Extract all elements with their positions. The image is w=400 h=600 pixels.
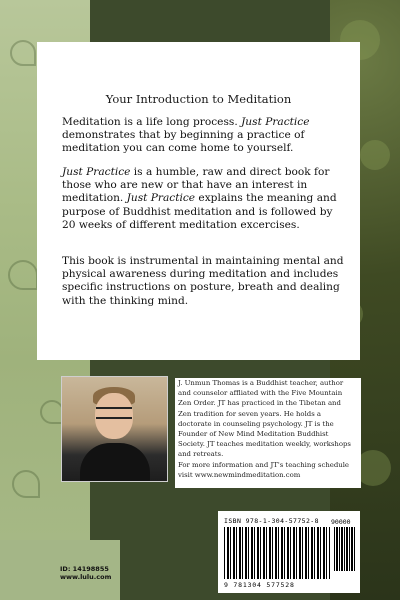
page-title: Your Introduction to Meditation (105, 92, 292, 106)
paragraph-benefits: This book is instrumental in maintaining mental and physical awareness during meditation and includes specific instructions on posture, breath and dealing with the thinking mind. (62, 255, 344, 307)
bio-line: and retreats. (178, 450, 224, 459)
leaf-ornament (12, 470, 40, 498)
author-shirt (80, 443, 150, 481)
bio-line: J. Unmun Thomas is a Buddhist teacher, author (178, 379, 344, 387)
bio-line: doctorate in counseling psychology. JT is the (178, 419, 334, 428)
paragraph-intro-text-end: demonstrates that by beginning a practice of meditation you can come home to yourself. (62, 129, 305, 155)
bio-line: Zen tradition for seven years. He holds a (178, 409, 322, 418)
bio-line: Zen Order. JT has practiced in the Tibetan and (178, 399, 341, 408)
paragraph-intro-text: Meditation is a life long process. (62, 116, 242, 128)
book-title-italic: Just Practice (126, 192, 196, 205)
publisher-id: ID: 14198855 (60, 565, 109, 573)
isbn-digits: 9 781304 577528 (224, 581, 295, 589)
isbn-barcode (218, 511, 360, 593)
author-photo (61, 376, 168, 482)
bio-line: Society. JT teaches meditation weekly, workshops (178, 440, 351, 449)
text-panel (37, 42, 360, 360)
supplement-barcode-bars (334, 527, 356, 571)
author-bio (175, 378, 361, 488)
publisher-website: www.lulu.com (60, 573, 112, 581)
texture-blob (360, 140, 390, 170)
paragraph-intro (62, 116, 344, 156)
paragraph-description-text-end: explains the meaning and purpose of Buddhist meditation and is followed by 20 weeks of different meditation excercises. (62, 192, 337, 231)
leaf-ornament (8, 260, 38, 290)
bio-line: For more information and JT's teaching schedule (178, 460, 349, 469)
paragraph-description-text: is a humble, raw and direct book for those who are new or that have an interest in meditation. (62, 166, 330, 205)
bio-line: and counselor affliated with the Five Mountain (178, 389, 343, 398)
paragraph-description (62, 166, 344, 232)
leaf-ornament (10, 40, 36, 66)
barcode-bars (224, 527, 330, 579)
book-title-italic: Just Practice (62, 166, 131, 178)
publisher-footer (60, 565, 111, 581)
isbn-label: ISBN 978-1-304-57752-8 (224, 517, 319, 525)
bio-line: visit www.newmindmeditation.com (178, 470, 301, 479)
book-title-italic: Just Practice (241, 116, 310, 128)
bio-line: Founder of New Mind Meditation Buddhist (178, 430, 329, 439)
author-glasses (96, 407, 132, 419)
price-code: 90000 (331, 518, 351, 526)
